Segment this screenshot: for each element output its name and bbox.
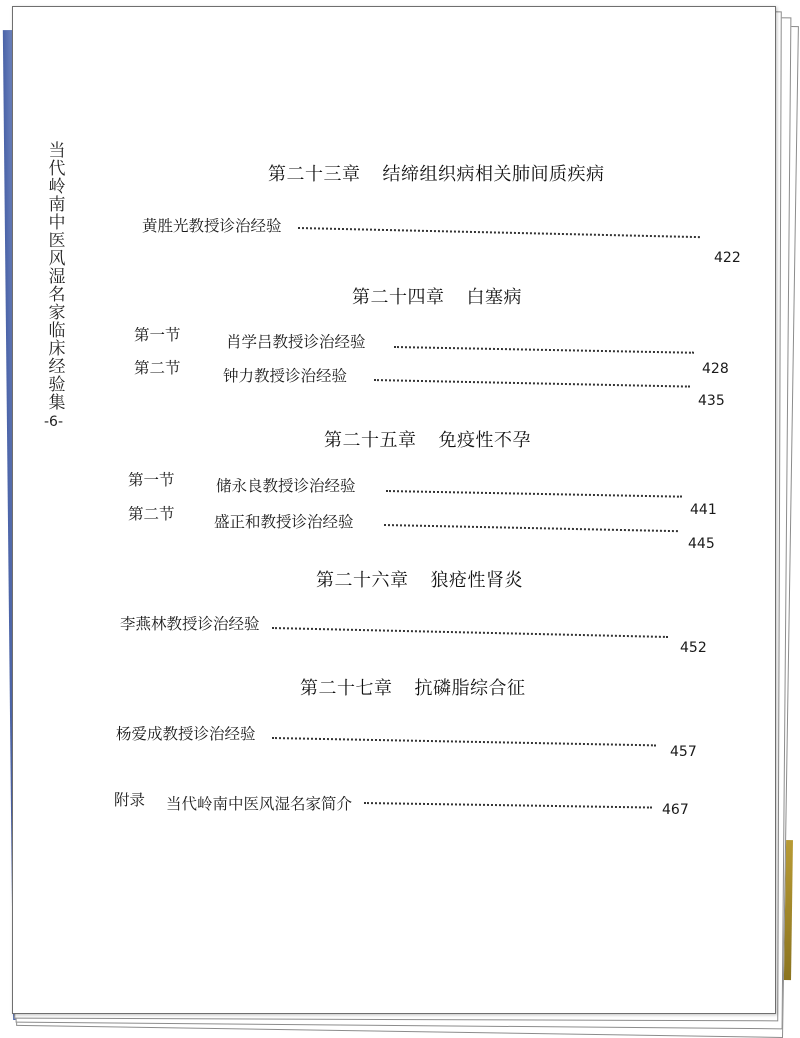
- toc-entry-title: [166, 792, 352, 814]
- entry-page-number: 467: [662, 802, 689, 818]
- dot-leader: [394, 346, 694, 354]
- toc-entry[interactable]: [134, 323, 181, 345]
- entry-title: 储永良教授诊治经验: [216, 477, 356, 495]
- entry-title: 李燕林教授诊治经验: [120, 615, 260, 633]
- toc-entry-title: [214, 510, 354, 532]
- toc-entry[interactable]: [134, 356, 181, 378]
- entry-page-number: 422: [714, 250, 741, 266]
- chapter-title: 白塞病: [466, 287, 522, 308]
- entry-title: 钟力教授诊治经验: [223, 367, 348, 385]
- page-number: -6-: [44, 414, 64, 430]
- chapter-title: 结缔组织病相关肺间质疾病: [382, 164, 605, 185]
- entry-section: 第一节: [134, 326, 181, 344]
- entry-page-number: 457: [670, 744, 697, 760]
- entry-title: 杨爱成教授诊治经验: [116, 725, 256, 743]
- chapter-title: 狼疮性肾炎: [430, 570, 523, 591]
- dot-leader: [374, 379, 690, 388]
- running-head-book-title: 当代岭南中医风湿名家临床经验集: [48, 141, 66, 413]
- dot-leader: [384, 524, 678, 532]
- toc-entry[interactable]: [120, 612, 260, 634]
- chapter-number: 第二十七章: [300, 678, 393, 699]
- toc-entry-appendix[interactable]: [114, 788, 145, 810]
- chapter-heading-27: [300, 674, 526, 700]
- dot-leader: [272, 737, 656, 746]
- entry-title: 黄胜光教授诊治经验: [142, 217, 282, 235]
- toc-entry[interactable]: [128, 502, 175, 524]
- entry-page-number: 445: [688, 536, 715, 552]
- toc-entry-title: [223, 364, 347, 386]
- dot-leader: [272, 627, 668, 638]
- dot-leader: [298, 227, 700, 238]
- chapter-title: 抗磷脂综合征: [414, 678, 526, 699]
- toc-entry[interactable]: [142, 214, 282, 236]
- toc-entry-title: [226, 330, 366, 352]
- chapter-number: 第二十四章: [352, 287, 445, 308]
- chapter-number: 第二十三章: [268, 164, 361, 185]
- entry-section: 第二节: [128, 505, 175, 523]
- entry-title: 肖学吕教授诊治经验: [226, 333, 366, 351]
- entry-page-number: 441: [690, 502, 717, 518]
- chapter-heading-23: [268, 160, 605, 186]
- chapter-heading-24: [352, 283, 522, 309]
- chapter-number: 第二十六章: [316, 570, 409, 591]
- entry-section: 第一节: [128, 471, 175, 489]
- entry-section: 第二节: [134, 359, 181, 377]
- entry-title: 盛正和教授诊治经验: [214, 513, 354, 531]
- toc-entry-title: [216, 474, 356, 496]
- toc-entry[interactable]: [116, 722, 256, 744]
- entry-page-number: 452: [680, 640, 707, 656]
- entry-title: 当代岭南中医风湿名家简介: [166, 795, 353, 813]
- entry-page-number: 435: [698, 393, 725, 409]
- dot-leader: [364, 802, 652, 809]
- chapter-heading-26: [316, 566, 523, 592]
- dot-leader: [386, 490, 682, 498]
- toc-entry[interactable]: [128, 468, 175, 490]
- entry-page-number: 428: [702, 361, 729, 377]
- chapter-heading-25: [324, 426, 531, 452]
- chapter-title: 免疫性不孕: [438, 430, 531, 451]
- chapter-number: 第二十五章: [324, 430, 417, 451]
- appendix-label: 附录: [114, 791, 146, 809]
